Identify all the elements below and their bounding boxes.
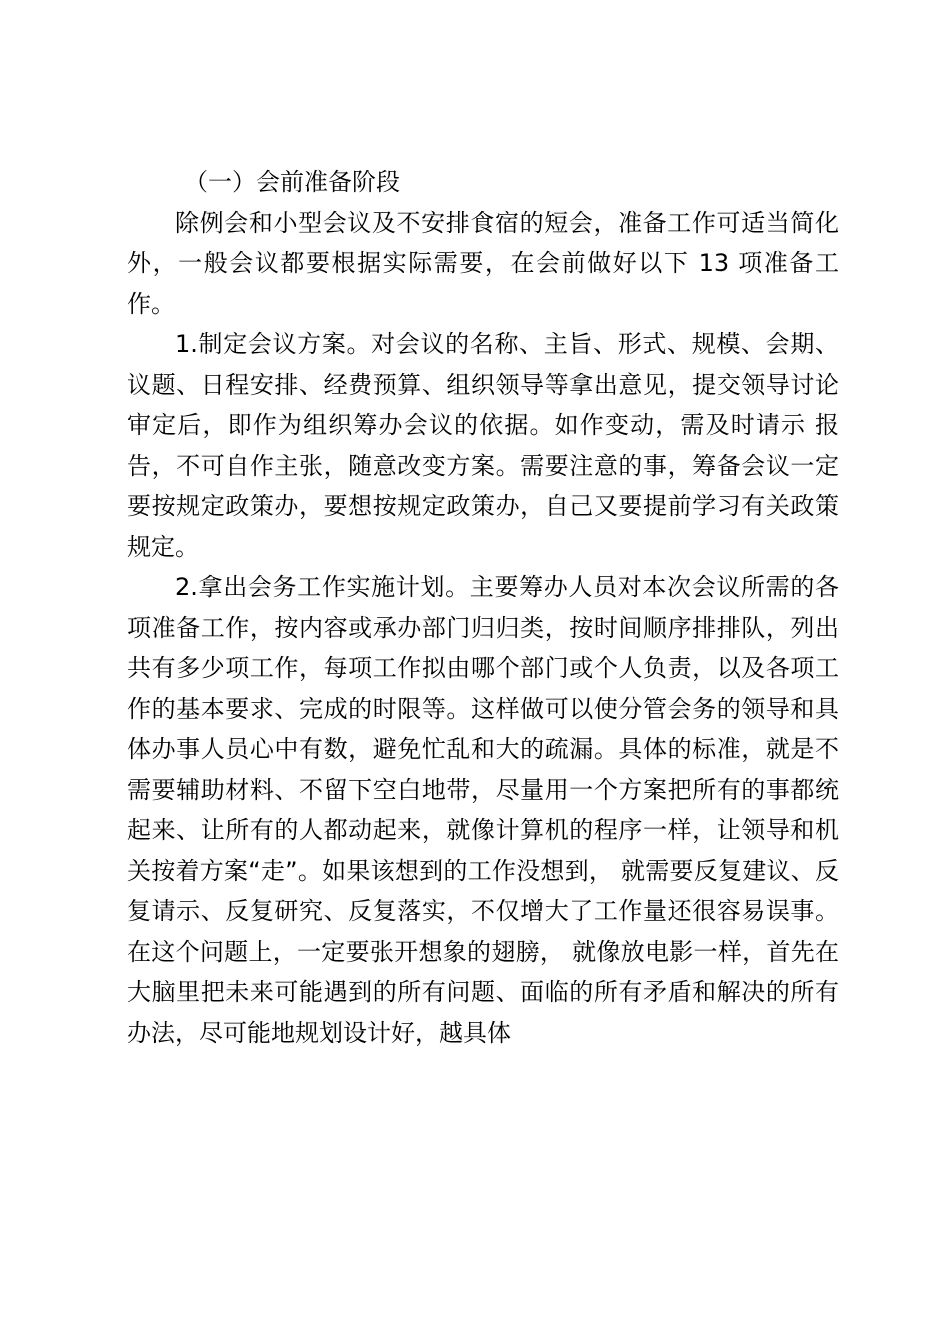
section-heading: （一）会前准备阶段 [184,168,400,196]
paragraph-item-1: 1.制定会议方案。对会议的名称、主旨、形式、规模、会期、议题、日程安排、经费预算、组织领导等拿出意见，提交领导讨论审定后，即作为组织筹办会议的依据。如作变动，需及时请示 报告，不可自作主张，随意改变方案。需要注意的事，筹备会议一定要按规定政策办，要想按规定政策办，自己又要提前学习有关政策规定。 [127,330,839,561]
paragraph-intro: 除例会和小型会议及不安排食宿的短会，准备工作可适当简化外，一般会议都要根据实际需要，在会前做好以下 13 项准备工作。 [127,208,839,318]
document-body [127,162,839,1053]
paragraph-item-2: 2.拿出会务工作实施计划。主要筹办人员对本次会议所需的各项准备工作，按内容或承办部门归归类，按时间顺序排排队，列出共有多少项工作，每项工作拟由哪个部门或个人负责，以及各项工作的基本要求、完成的时限等。这样做可以使分管会务的领导和具体办事人员心中有数，避免忙乱和大的疏漏。具体的标准，就是不需要辅助材料、不留下空白地带，尽量用一个方案把所有的事都统起来、让所有的人都动起来，就像计算机的程序一样，让领导和机关按着方案“走”。如果该想到的工作没想到， 就需要反复建议、反复请示、反复研究、反复落实，不仅增大了工作量还很容易误事。在这个问题上，一定要张开想象的翅膀， 就像放电影一样，首先在大脑里把未来可能遇到的所有问题、面临的所有矛盾和解决的所有办法，尽可能地规划设计好，越具体 [127,573,839,1047]
